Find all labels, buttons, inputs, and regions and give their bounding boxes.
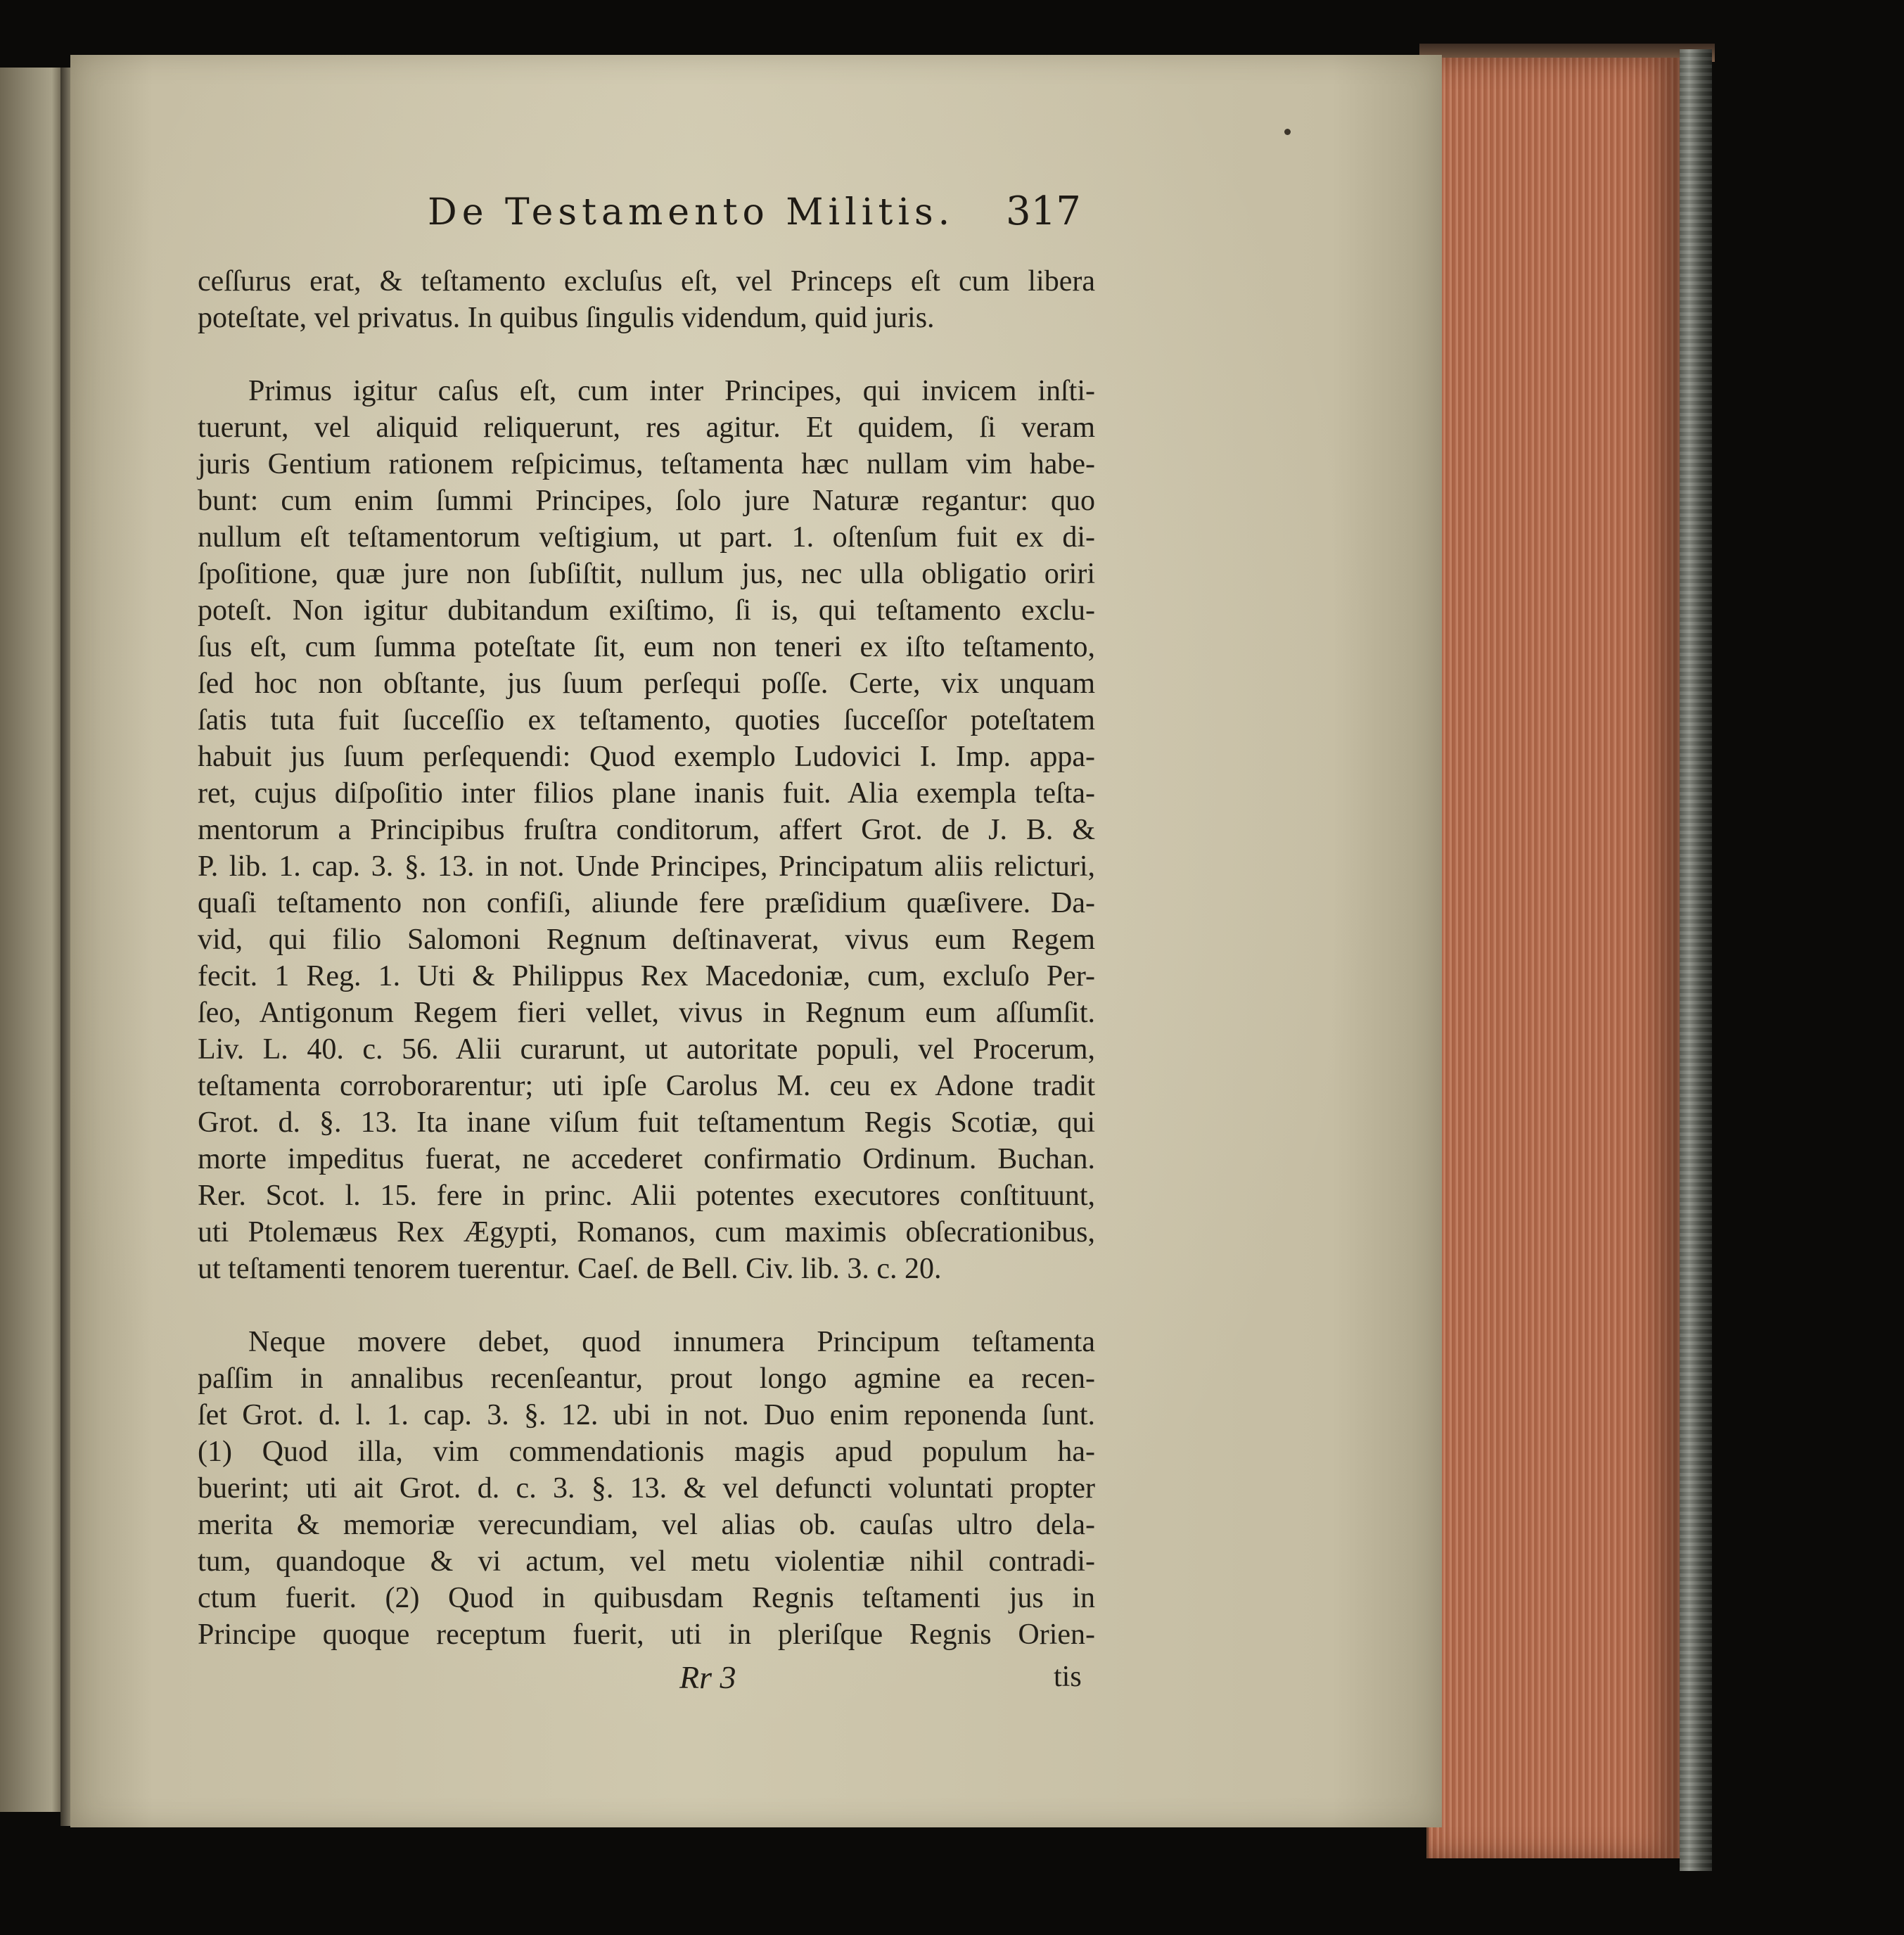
text-line: Primus igitur caſus eſt, cum inter Principes, qui invicem inſti- [248,375,1095,407]
paragraph-primus [198,373,1095,1287]
text-line: tuerunt, vel aliquid reliquerunt, res agitur. Et quidem, ſi veram [198,411,1095,444]
paragraph-gap [198,1287,1095,1324]
body-text [198,263,1095,1653]
text-line: ut teſtamenti tenorem tuerentur. Caeſ. de Bell. Civ. lib. 3. c. 20. [198,1253,942,1285]
text-line: tum, quandoque & vi actum, vel metu violentiæ nihil contradi- [198,1545,1095,1578]
text-line: ſeo, Antigonum Regem fieri vellet, vivus in Regnum eum aſſumſit. [198,997,1095,1029]
left-page-edge [0,68,69,1812]
paragraph-gap [198,336,1095,373]
paragraph-neque [198,1324,1095,1653]
text-line: poteſtate, vel privatus. In quibus ſingulis videndum, quid juris. [198,302,935,334]
text-line: ſed hoc non obſtante, jus ſuum perſequi poſſe. Certe, vix unquam [198,668,1095,700]
text-line: quaſi teſtamento non confiſi, aliunde fere præſidium quæſivere. Da- [198,887,1095,919]
text-line: vid, qui filio Salomoni Regnum deſtinaverat, vivus eum Regem [198,924,1095,956]
text-line: ſet Grot. d. l. 1. cap. 3. §. 12. ubi in not. Duo enim reponenda ſunt. [198,1399,1095,1431]
text-line: teſtamenta corroborarentur; uti ipſe Carolus M. ceu ex Adone tradit [198,1070,1095,1102]
text-line: Liv. L. 40. c. 56. Alii curarunt, ut autoritate populi, vel Procerum, [198,1033,1095,1066]
text-line: morte impeditus fuerat, ne accederet confirmatio Ordinum. Buchan. [198,1143,1095,1175]
text-line: mentorum a Principibus fruſtra conditorum, affert Grot. de J. B. & [198,814,1095,846]
text-line: P. lib. 1. cap. 3. §. 13. in not. Unde Principes, Principatum aliis relicturi, [198,850,1095,883]
paragraph-continuation [198,263,1095,336]
text-line: (1) Quod illa, vim commendationis magis apud populum ha- [198,1436,1095,1468]
running-head: De Testamento Militis. [428,191,955,234]
text-line: bunt: cum enim ſummi Principes, ſolo jure Naturæ regantur: quo [198,485,1095,517]
text-line: ret, cujus diſpoſitio inter filios plane inanis fuit. Alia exempla teſta- [198,777,1095,810]
text-line: ceſſurus erat, & teſtamento excluſus eſt, vel Princeps eſt cum libera [198,265,1095,298]
page-number: 317 [1006,189,1081,234]
text-line: fecit. 1 Reg. 1. Uti & Philippus Rex Macedoniæ, cum, excluſo Per- [198,960,1095,992]
book-binding [1680,49,1712,1871]
text-line: Grot. d. §. 13. Ita inane viſum fuit teſtamentum Regis Scotiæ, qui [198,1106,1095,1139]
ink-speck [1284,129,1291,135]
text-line: ſus eſt, cum ſumma poteſtate ſit, eum non teneri ex iſto teſtamento, [198,631,1095,663]
catchword: tis [1054,1661,1082,1693]
text-line: ctum fuerit. (2) Quod in quibusdam Regnis teſtamenti jus in [198,1582,1095,1614]
text-line: Rer. Scot. l. 15. fere in princ. Alii potentes executores conſtituunt, [198,1180,1095,1212]
text-line: ſatis tuta fuit ſucceſſio ex teſtamento, quoties ſucceſſor poteſtatem [198,704,1095,736]
signature-mark: Rr 3 [679,1659,736,1695]
text-line: Neque movere debet, quod innumera Principum teſtamenta [248,1326,1095,1358]
page-fore-edge [1426,58,1682,1858]
text-line: poteſt. Non igitur dubitandum exiſtimo, ſi is, qui teſtamento exclu- [198,594,1095,627]
text-line: ſpoſitione, quæ jure non ſubſiſtit, nullum jus, nec ulla obligatio oriri [198,558,1095,590]
text-line: uti Ptolemæus Rex Ægypti, Romanos, cum maximis obſecrationibus, [198,1216,1095,1249]
text-line: buerint; uti ait Grot. d. c. 3. §. 13. & vel defuncti voluntati propter [198,1472,1095,1505]
text-line: habuit jus ſuum perſequendi: Quod exemplo Ludovici I. Imp. appa- [198,741,1095,773]
text-line: nullum eſt teſtamentorum veſtigium, ut part. 1. oſtenſum fuit ex di- [198,521,1095,554]
text-line: juris Gentium rationem reſpicimus, teſtamenta hæc nullam vim habe- [198,448,1095,480]
text-line: Principe quoque receptum fuerit, uti in pleriſque Regnis Orien- [198,1618,1095,1651]
text-line: paſſim in annalibus recenſeantur, prout longo agmine ea recen- [198,1362,1095,1395]
text-line: merita & memoriæ verecundiam, vel alias ob. cauſas ultro dela- [198,1509,1095,1541]
